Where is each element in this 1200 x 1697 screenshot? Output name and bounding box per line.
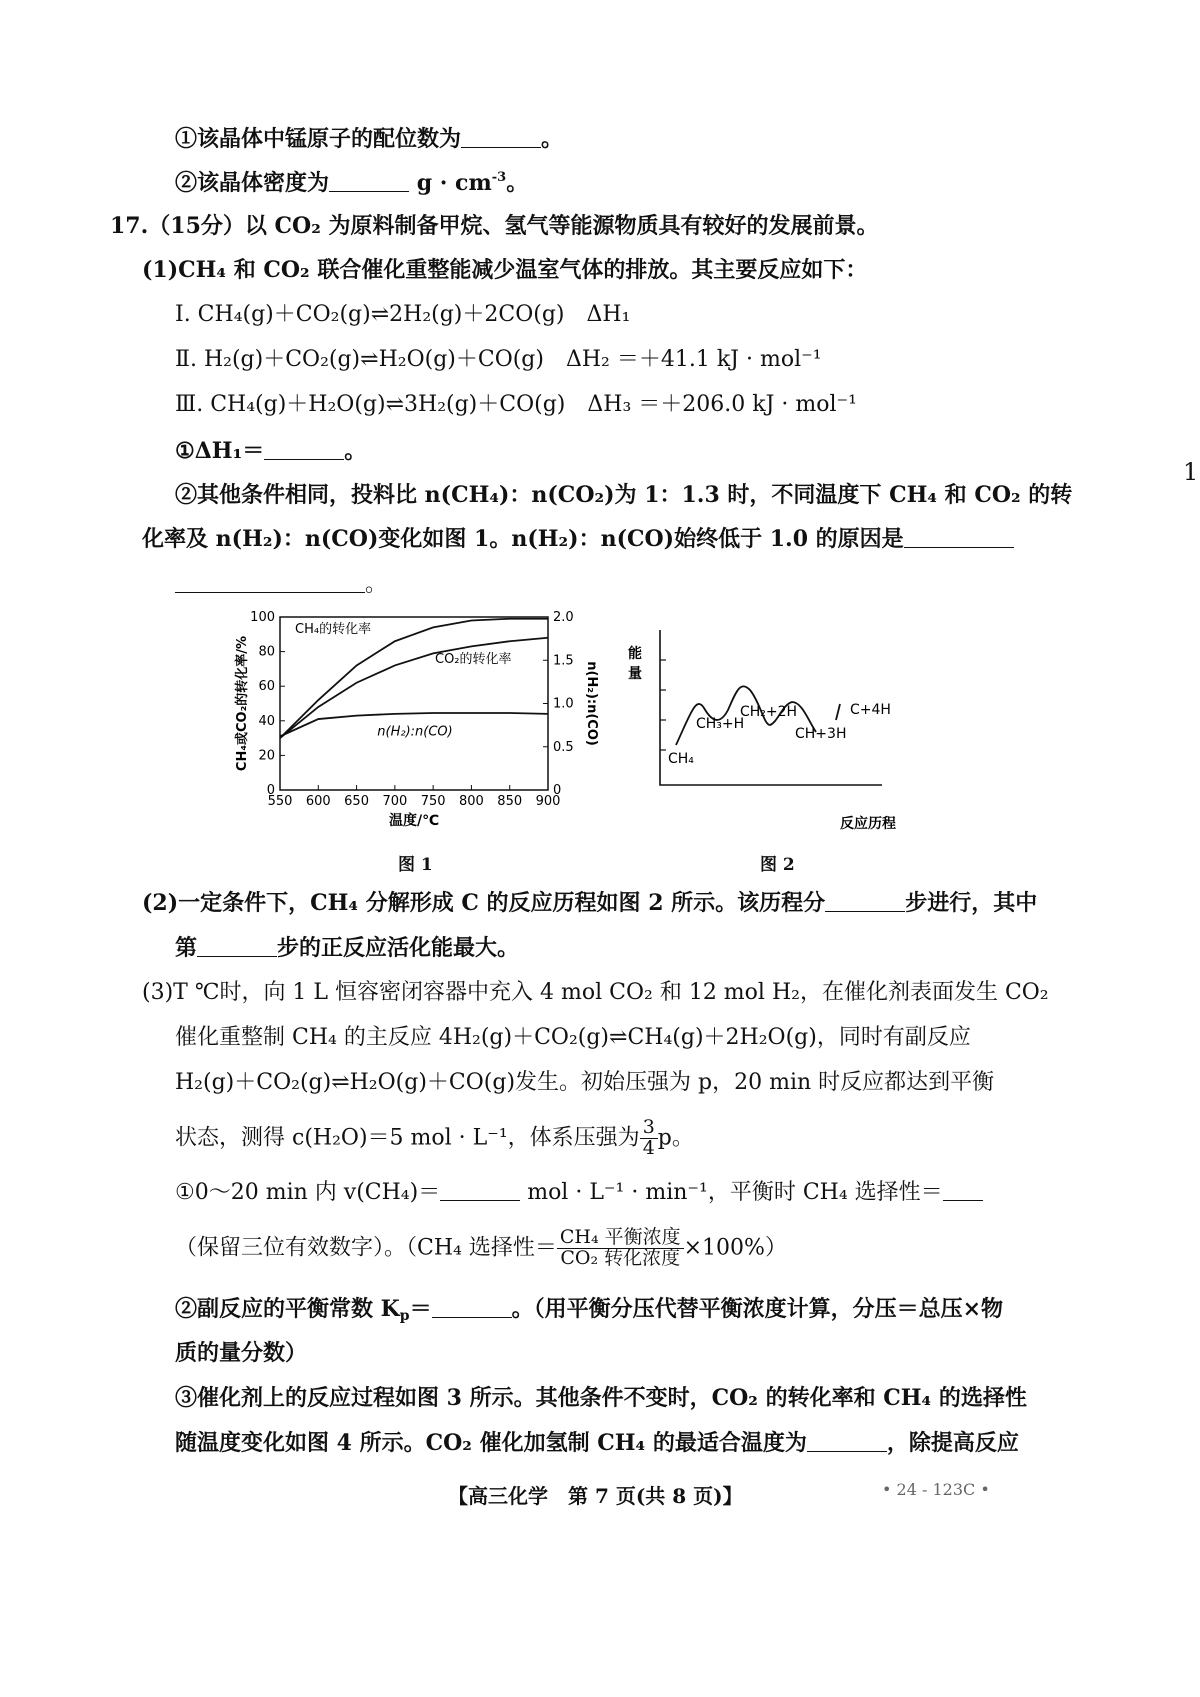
q17-1-2b-text: 化率及 n(H₂)：n(CO)变化如图 1。n(H₂)：n(CO)始终低于 1.0 的原因是 [142,526,904,552]
fig1-x-tick-label: 750 [420,794,446,809]
q17-3d-tail: p。 [657,1125,694,1151]
q17-3-2a-text: ②副反应的平衡常数 K [175,1296,400,1322]
fig1-x-tick-label: 550 [267,794,293,809]
selectivity-denominator: CO₂ 转化浓度 [560,1246,681,1269]
q17-1-1-text: ①ΔH₁＝ [175,438,265,464]
page-code: • 24 - 123C • [882,1480,990,1499]
answer-blank[interactable] [904,529,1014,548]
q17-3-1a [175,1180,983,1206]
q17-3b: 催化重整制 CH₄ 的主反应 4H₂(g)＋CO₂(g)⇌CH₄(g)＋2H₂O(g)，同时有副反应 [175,1025,971,1050]
q17-3-3b-tail: ，除提高反应 [886,1430,1019,1456]
q17-2b-tail: 步的正反应活化能最大。 [277,935,520,961]
q17-1-2b [142,526,1014,552]
q17-p1-intro: (1)CH₄ 和 CO₂ 联合催化重整能减少温室气体的排放。其主要反应如下： [142,257,868,283]
q17-2a-text: (2)一定条件下，CH₄ 分解形成 C 的反应历程如图 2 所示。该历程分 [142,890,826,916]
q17-3-1b-tail: ×100%） [683,1235,787,1261]
fig2-y-label-1: 能 [628,646,642,662]
fig1-x-tick-label: 650 [344,794,369,809]
figure-1-chart [220,605,600,855]
q17-3-2b: 质的量分数） [175,1340,308,1366]
fig1-x-tick-label: 800 [459,794,484,809]
q17-1-2a: ②其他条件相同，投料比 n(CH₄)：n(CO₂)为 1：1.3 时，不同温度下 CH₄ 和 CO₂ 的转 [175,482,1073,508]
fig1-y-left-tick-label: 40 [258,713,275,729]
figure-2-caption: 图 2 [760,855,795,875]
q17-1-1 [175,438,366,464]
answer-blank[interactable] [943,1182,983,1201]
answer-blank[interactable] [461,129,541,148]
fig1-y-right-tick-label: 1.0 [553,696,574,712]
top-q2-text: ②该晶体密度为 [175,170,330,196]
answer-blank[interactable] [807,1433,887,1452]
period: 。 [541,126,564,152]
q17-2a-tail: 步进行，其中 [905,890,1038,916]
fig1-y-right-tick-label: 2.0 [553,610,574,625]
q17-2b-text: 第 [175,935,198,961]
fig1-right-axis-label: n(H₂):n(CO) [584,661,599,746]
fig2-label-ch3h: CH₃+H [696,716,745,732]
fig1-x-tick-label: 600 [305,794,331,809]
fig2-label-ch4: CH₄ [668,751,694,767]
fraction-denominator: 4 [642,1136,655,1159]
fig1-plot-group [234,610,599,829]
fig1-y-left-tick-label: 60 [258,679,275,695]
fig1-series-label-0: CH₄的转化率 [295,622,372,637]
fig1-y-right-tick-label: 1.5 [553,653,574,669]
figure-1-caption: 图 1 [398,855,433,875]
margin-mark: 1 [1183,458,1199,486]
q17-1-2c [175,572,387,598]
q17-3-2a-eq: ＝ [409,1296,432,1322]
fig2-final-step [836,704,840,720]
fig1-plot-frame [280,617,548,790]
answer-blank[interactable] [197,938,277,957]
top-q1 [175,126,563,152]
figure-2-diagram [620,610,910,850]
fig1-y-left-tick-label: 80 [258,644,275,660]
period: 。 [344,438,367,464]
q17-3-2a-tail: 。（用平衡分压代替平衡浓度计算，分压＝总压×物 [511,1296,1004,1322]
answer-blank[interactable] [329,173,409,192]
fig1-x-axis-label: 温度/℃ [388,813,440,829]
q17-2b [175,935,519,961]
answer-blank[interactable] [264,441,344,460]
density-unit-exp: -3 [491,170,507,185]
q17-3-1a-mid: mol · L⁻¹ · min⁻¹，平衡时 CH₄ 选择性＝ [527,1180,943,1205]
fig2-y-label-2: 量 [628,666,642,682]
selectivity-fraction [557,1228,684,1269]
top-q1-text: ①该晶体中锰原子的配位数为 [175,126,462,152]
q17-3c: H₂(g)＋CO₂(g)⇌H₂O(g)＋CO(g)发生。初始压强为 p，20 min 时反应都达到平衡 [175,1070,995,1095]
fig2-x-label: 反应历程 [840,816,896,832]
fig1-x-tick-label: 700 [382,794,408,809]
q17-3-3b-text: 随温度变化如图 4 所示。CO₂ 催化加氢制 CH₄ 的最适合温度为 [175,1430,807,1456]
page-footer: 【高三化学 第 7 页(共 8 页)】 [448,1484,743,1508]
fig2-label-c-4h: C+4H [850,702,891,718]
fig1-series-label-1: CO₂的转化率 [435,651,512,667]
kp-subscript: p [399,1308,410,1324]
q17-header: 17.（15分）以 CO₂ 为原料制备甲烷、氢气等能源物质具有较好的发展前景。 [110,213,879,239]
period: 。 [365,572,388,597]
fig1-series-label-2: n(H₂):n(CO) [377,724,453,740]
q17-3-3a: ③催化剂上的反应过程如图 3 所示。其他条件不变时，CO₂ 的转化率和 CH₄ 的选择性 [175,1385,1027,1411]
pressure-fraction [640,1118,658,1159]
q17-2a [142,890,1037,916]
fig2-label-ch2-2h: CH₂+2H [740,704,798,720]
q17-3-1b-text: （保留三位有效数字）。（CH₄ 选择性＝ [175,1235,557,1261]
answer-blank[interactable] [175,574,365,593]
period: 。 [506,170,529,196]
q17-3a: (3)T ℃时，向 1 L 恒容密闭容器中充入 4 mol CO₂ 和 12 mol H₂，在催化剂表面发生 CO₂ [142,980,1049,1005]
q17-3-1b [175,1228,787,1269]
q17-3d [175,1118,694,1159]
q17-3-2a [175,1296,1003,1325]
answer-blank[interactable] [432,1299,512,1318]
fig2-label-ch-3h: CH+3H [795,726,847,742]
answer-blank[interactable] [440,1182,520,1201]
fig1-y-right-tick-label: 0.5 [553,739,574,755]
fig2-ticks [660,660,666,750]
fig1-y-left-tick-label: 20 [258,748,275,764]
fig1-x-tick-label: 850 [497,794,523,809]
fig1-y-right-tick-label: 0 [553,783,562,798]
reaction-1: Ⅰ. CH₄(g)＋CO₂(g)⇌2H₂(g)＋2CO(g) ΔH₁ [175,302,631,327]
q17-3-1a-text: ①0～20 min 内 v(CH₄)＝ [175,1180,441,1205]
fig1-x-tick-label: 900 [535,794,561,809]
top-q2 [175,170,528,196]
fig1-y-left-tick-label: 100 [250,610,275,625]
fig1-left-axis-label: CH₄或CO₂的转化率/% [235,635,250,772]
fraction-numerator: 3 [640,1118,658,1139]
reaction-3: Ⅲ. CH₄(g)＋H₂O(g)⇌3H₂(g)＋CO(g) ΔH₃ ＝＋206.0 kJ · mol⁻¹ [175,392,857,417]
selectivity-numerator: CH₄ 平衡浓度 [557,1228,684,1249]
q17-3-3b [175,1430,1019,1456]
q17-3d-text: 状态，测得 c(H₂O)＝5 mol · L⁻¹，体系压强为 [175,1125,640,1151]
reaction-2: Ⅱ. H₂(g)＋CO₂(g)⇌H₂O(g)＋CO(g) ΔH₂ ＝＋41.1 kJ · mol⁻¹ [175,347,822,372]
density-unit: g · cm [416,170,492,196]
answer-blank[interactable] [825,893,905,912]
fig1-y-left-tick-label: 0 [266,783,275,798]
